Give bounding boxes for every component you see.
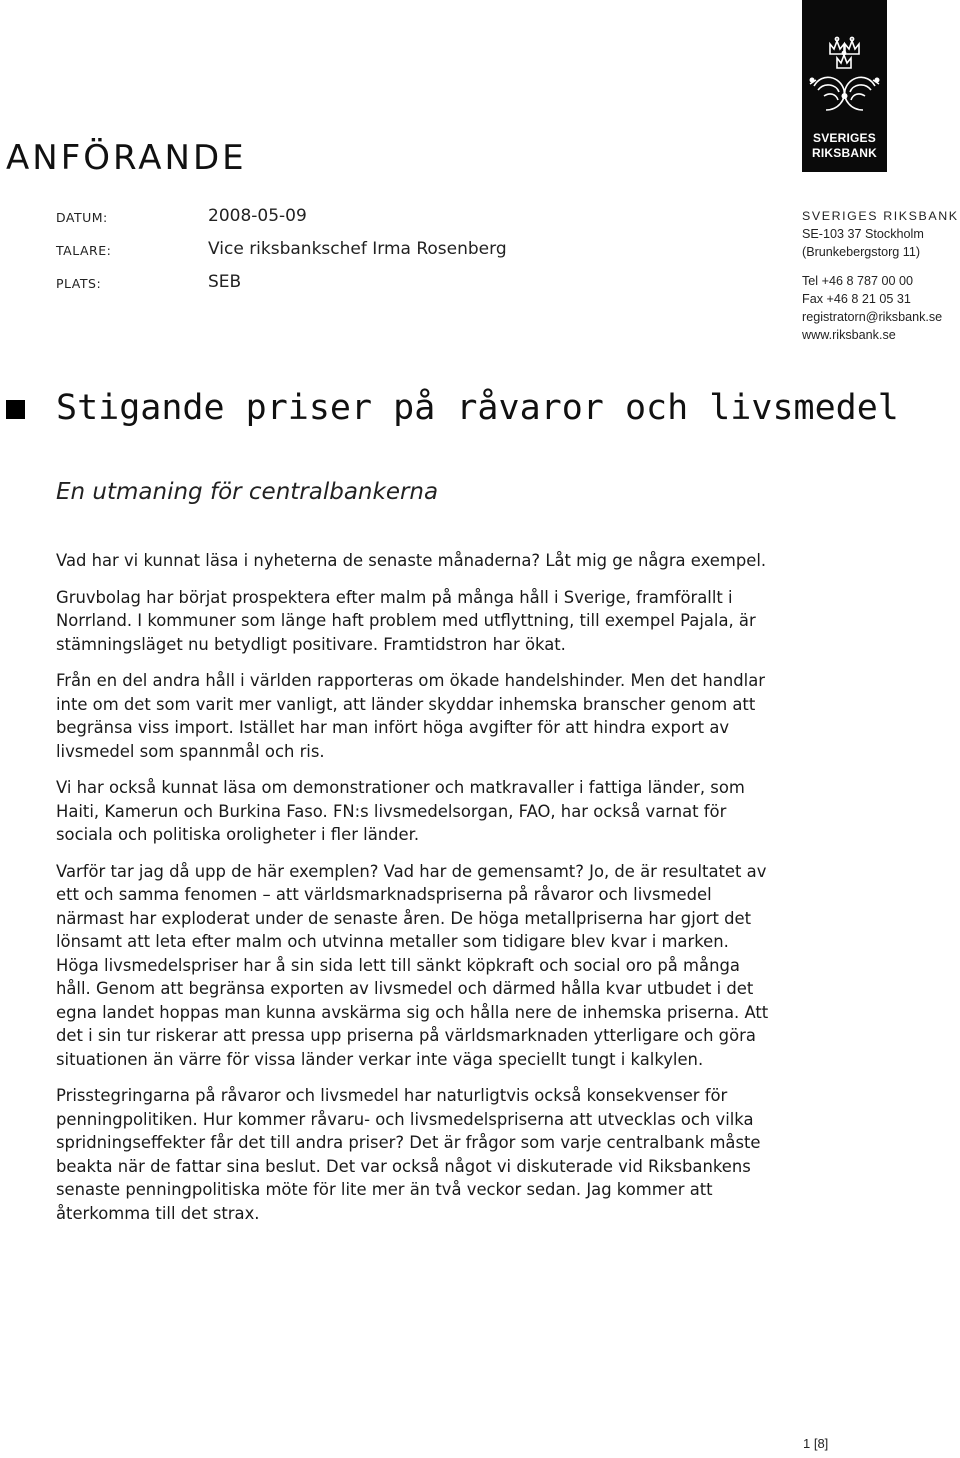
title-bullet-icon [6, 400, 25, 419]
address-street: (Brunkebergstorg 11) [802, 245, 921, 259]
meta-value-talare: Vice riksbankschef Irma Rosenberg [208, 239, 507, 259]
meta-label-talare: TALARE: [56, 243, 112, 258]
body-paragraph: Varför tar jag då upp de här exemplen? Vad har de gemensamt? Jo, de är resultatet av ett och samma fenomen – att världsmarknadspriserna på råvaror och livsmedel närmast har exploderat under de senaste åren. De höga metallpriserna har gjort det lönsamt att leta efter malm och utvinna metaller som tidigare blev kvar i marken. Höga livsmedelspriser har å sin sida lett till sänkt köpkraft och social oro på många håll. Genom att begränsa exporten av livsmedel och därmed hålla kvar utbudet i det egna landet hoppas man kunna avskärma sig och hålla nere de inhemska priserna. Att det i sin tur riskerar att pressa upp priserna på världsmarknaden ytterligare och göra situationen än värre för vissa länder verkar inte väga speciellt tungt i kalkylen. [56, 861, 769, 1069]
riksbank-logo [802, 0, 887, 172]
address-postal: SE-103 37 Stockholm [802, 227, 924, 241]
meta-value-datum: 2008-05-09 [208, 206, 307, 226]
body-paragraph: Vad har vi kunnat läsa i nyheterna de senaste månaderna? Låt mig ge några exempel. [56, 551, 767, 570]
body-paragraph: Gruvbolag har börjat prospektera efter malm på många håll i Sverige, framförallt i Norrland. I kommuner som länge haft problem med utflyttning, till exempel Pajala, är stämningsläget nu betydligt positivare. Framtidstron har ökat. [56, 587, 756, 654]
document-type-heading: ANFÖRANDE [6, 138, 247, 178]
address-fax: Fax +46 8 21 05 31 [802, 292, 911, 306]
speech-body [56, 549, 776, 1238]
address-tel: Tel +46 8 787 00 00 [802, 274, 913, 288]
logo-line-1: SVERIGES [813, 131, 876, 145]
logo-line-2: RIKSBANK [812, 146, 877, 160]
body-paragraph: Vi har också kunnat läsa om demonstrationer och matkravaller i fattiga länder, som Haiti, Kamerun och Burkina Faso. FN:s livsmedelsorgan, FAO, har också varnat för sociala och politiska oroligheter i fler länder. [56, 778, 745, 844]
meta-value-plats: SEB [208, 272, 242, 292]
page-number: 1 [8] [803, 1436, 829, 1451]
speech-title: Stigande priser på råvaror och livsmedel [56, 388, 899, 428]
body-paragraph: Från en del andra håll i världen rapporteras om ökade handelshinder. Men det handlar inte om det som varit mer vanligt, att länder skyddar inhemska branscher genom att begränsa viss import. Istället har man infört höga avgifter för att hindra export av livsmedel som spannmål och ris. [56, 671, 765, 761]
riksbank-crest-icon [802, 14, 887, 126]
meta-label-datum: DATUM: [56, 210, 108, 225]
address-email: registratorn@riksbank.se [802, 310, 943, 324]
body-paragraph: Prisstegringarna på råvaror och livsmedel har naturligtvis också konsekvenser för penningpolitiken. Hur kommer råvaru- och livsmedelspriserna att utvecklas och vilka spridningseffekter får det till andra priser? Det är frågor som varje centralbank måste beakta när de fattar sina beslut. Det var också något vi diskuterade vid Riksbankens senaste penningpolitiska möte för lite mer än två veckor sedan. Jag kommer att återkomma till det strax. [56, 1086, 761, 1223]
speech-subtitle: En utmaning för centralbankerna [56, 479, 439, 505]
address-org: SVERIGES RIKSBANK [802, 209, 959, 223]
meta-label-plats: PLATS: [56, 276, 102, 291]
address-web: www.riksbank.se [802, 328, 896, 342]
address-block [802, 207, 960, 344]
